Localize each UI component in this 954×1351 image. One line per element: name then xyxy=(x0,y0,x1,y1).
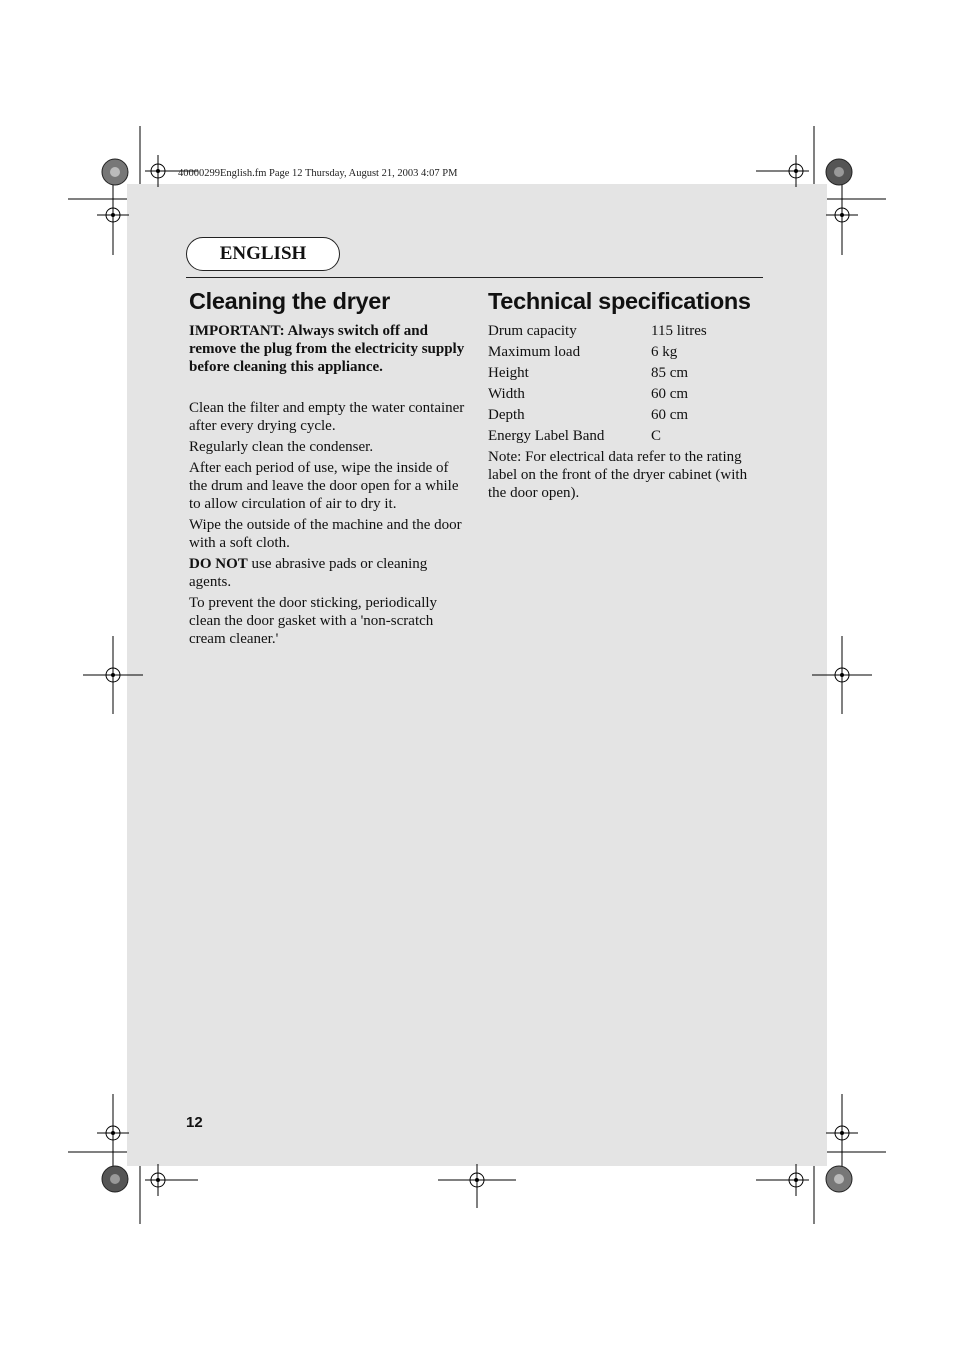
paragraph: Wipe the outside of the machine and the door with a soft cloth. xyxy=(189,517,462,551)
spec-value: 6 kg xyxy=(651,344,678,360)
spec-value: 85 cm xyxy=(651,365,689,381)
spec-label: Energy Label Band xyxy=(488,428,605,444)
specs-column xyxy=(488,322,768,502)
spec-value: 60 cm xyxy=(651,407,689,423)
paragraph: Regularly clean the condenser. xyxy=(189,439,374,455)
cleaning-column xyxy=(189,322,467,651)
section-heading-cleaning: Cleaning the dryer xyxy=(189,288,390,314)
paragraph: Clean the filter and empty the water container after every drying cycle. xyxy=(189,400,465,434)
spec-row xyxy=(488,322,768,343)
spec-label: Drum capacity xyxy=(488,323,577,339)
spec-row xyxy=(488,427,768,448)
do-not-text: use abrasive pads or cleaning agents. xyxy=(189,556,428,590)
important-notice: IMPORTANT: Always switch off and remove the plug from the electricity supply before cleaning this appliance. xyxy=(189,323,465,375)
language-tab: ENGLISH xyxy=(186,237,340,271)
header-rule xyxy=(186,277,763,278)
spec-row xyxy=(488,364,768,385)
spec-label: Width xyxy=(488,386,525,402)
spec-value: 115 litres xyxy=(651,323,707,339)
spec-label: Depth xyxy=(488,407,525,423)
spec-row xyxy=(488,385,768,406)
spec-value: 60 cm xyxy=(651,386,689,402)
file-slug: 40000299English.fm Page 12 Thursday, August 21, 2003 4:07 PM xyxy=(178,168,458,179)
paragraph: To prevent the door sticking, periodically clean the door gasket with a 'non-scratch cream cleaner.' xyxy=(189,595,438,647)
do-not-emphasis: DO NOT xyxy=(189,556,248,572)
spec-row xyxy=(488,343,768,364)
paragraph: After each period of use, wipe the inside of the drum and leave the door open for a while to allow circulation of air to dry it. xyxy=(189,460,459,512)
spec-label: Maximum load xyxy=(488,344,581,360)
paragraph-do-not xyxy=(189,555,467,591)
page-number: 12 xyxy=(186,1114,203,1131)
section-heading-specs: Technical specifications xyxy=(488,288,751,314)
spec-row xyxy=(488,406,768,427)
spec-value: C xyxy=(651,428,662,444)
spec-label: Height xyxy=(488,365,529,381)
electrical-note: Note: For electrical data refer to the rating label on the front of the dryer cabinet (with the door open). xyxy=(488,449,748,501)
